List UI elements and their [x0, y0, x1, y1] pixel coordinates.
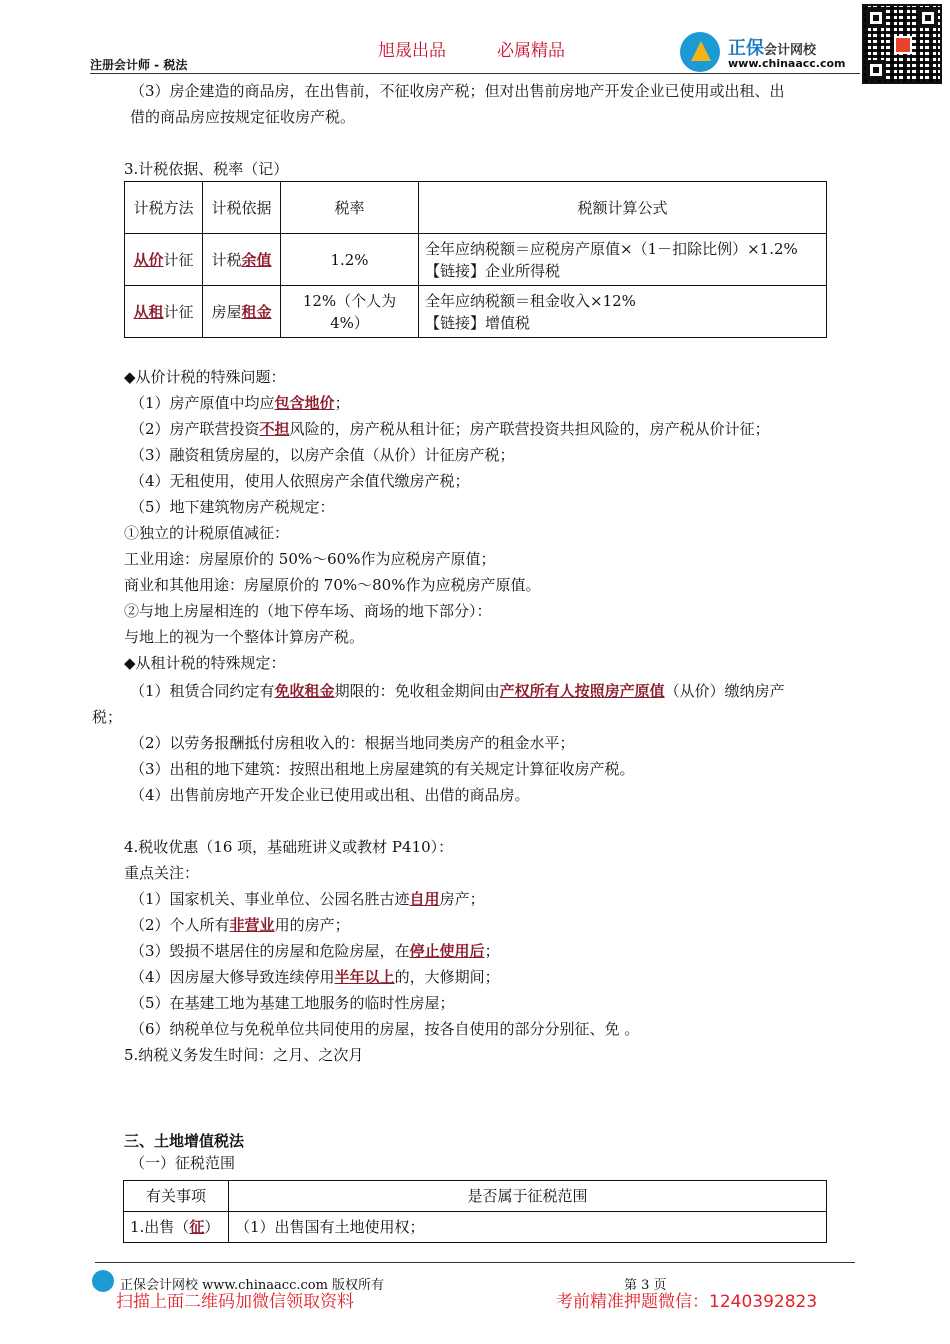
method-cell: 从价计征: [125, 234, 203, 286]
table-header-row: [125, 182, 827, 234]
header-cell: 有关事项: [124, 1181, 229, 1212]
list-item: （4）出售前房地产开发企业已使用或出租、出借的商品房。: [130, 786, 530, 804]
list-item: （6）纳税单位与免税单位共同使用的房屋，按各自使用的部分分别征、免 。: [130, 1020, 640, 1038]
section-subtitle: （一）征税范围: [130, 1154, 236, 1172]
table-header-row: [124, 1181, 827, 1212]
list-item: 商业和其他用途：房屋原价的 70%～80%作为应税房产原值。: [124, 576, 541, 594]
promo-scan-qr: 扫描上面二维码加微信领取资料: [116, 1292, 354, 1312]
list-item: 工业用途：房屋原价的 50%～60%作为应税房产原值；: [124, 550, 496, 568]
intro-line-1: （3）房企建造的商品房，在出售前，不征收房产税；但对出售前房地产开发企业已使用或出租、出: [130, 82, 785, 100]
list-item: ②与地上房屋相连的（地下停车场、商场的地下部分）：: [124, 602, 492, 620]
logo-url: www.chinaacc.com: [728, 57, 846, 70]
ad-valorem-heading: ◆从价计税的特殊问题：: [124, 368, 286, 386]
intro-line-2: 借的商品房应按规定征收房产税。: [130, 108, 356, 126]
logo-brand: 正保会计网校: [728, 38, 817, 59]
list-item: （3）出租的地下建筑：按照出租地上房屋建筑的有关规定计算征收房产税。: [130, 760, 635, 778]
list-item: （2）房产联营投资不担风险的，房产税从租计征；房产联营投资共担风险的，房产税从价计征；: [130, 420, 770, 438]
list-item: （2）个人所有非营业用的房产；: [130, 916, 350, 934]
list-item-wrap: 税；: [92, 708, 123, 726]
list-item: （2）以劳务报酬抵付房租收入的：根据当地同类房产的租金水平；: [130, 734, 575, 752]
basis-heading: 3.计税依据、税率（记）: [124, 160, 289, 178]
rate-cell: 12%（个人为 4%）: [281, 286, 419, 338]
list-item: （4）无租使用，使用人依照房产余值代缴房产税；: [130, 472, 470, 490]
header-divider: [90, 73, 860, 74]
footer-divider: [95, 1262, 855, 1263]
rent-based-heading: ◆从租计税的特殊规定：: [124, 654, 286, 672]
footer-copyright: 正保会计网校 www.chinaacc.com 版权所有: [120, 1278, 385, 1293]
list-item: （4）因房屋大修导致连续停用半年以上的，大修期间；: [130, 968, 500, 986]
table-row: [125, 286, 827, 338]
land-tax-scope-table: [123, 1180, 827, 1243]
logo-mark-icon: [680, 32, 720, 72]
list-item: （1）租赁合同约定有免收租金期限的：免收租金期间由产权所有人按照房产原值（从价）缴纳房产: [130, 682, 785, 700]
header-cell: 税率: [281, 182, 419, 234]
chinaacc-logo: [680, 32, 855, 74]
list-item: （1）房产原值中均应包含地价；: [130, 394, 350, 412]
header-cell: 是否属于征税范围: [229, 1181, 827, 1212]
header-cell: 计税依据: [203, 182, 281, 234]
basis-cell: 房屋租金: [203, 286, 281, 338]
qr-code-icon: [862, 4, 942, 84]
focus-label: 重点关注：: [124, 864, 200, 882]
tax-basis-table: [124, 181, 827, 338]
incentives-heading: 4.税收优惠（16 项，基础班讲义或教材 P410）：: [124, 838, 454, 856]
list-item: ①独立的计税原值减征：: [124, 524, 290, 542]
table-row: [124, 1212, 827, 1243]
value-cell: （1）出售国有土地使用权；: [229, 1212, 827, 1243]
formula-cell: 全年应纳税额＝应税房产原值×（1－扣除比例）×1.2% 【链接】企业所得税: [419, 234, 827, 286]
promo-wechat: 考前精准押题微信：1240392823: [556, 1292, 818, 1312]
list-item: （3）融资租赁房屋的，以房产余值（从价）计征房产税；: [130, 446, 515, 464]
section-title: 三、土地增值税法: [124, 1132, 245, 1150]
header-slogan-right: 必属精品: [497, 41, 565, 61]
basis-cell: 计税余值: [203, 234, 281, 286]
list-item: （1）国家机关、事业单位、公园名胜古迹自用房产；: [130, 890, 485, 908]
formula-cell: 全年应纳税额＝租金收入×12% 【链接】增值税: [419, 286, 827, 338]
tax-time-line: 5.纳税义务发生时间：之月、之次月: [124, 1046, 364, 1064]
header-slogan-left: 旭晟出品: [378, 41, 446, 61]
method-cell: 从租计征: [125, 286, 203, 338]
item-cell: 1.出售（征）: [124, 1212, 229, 1243]
header-subject: 注册会计师 - 税法: [90, 58, 188, 72]
list-item: （3）毁损不堪居住的房屋和危险房屋，在停止使用后；: [130, 942, 500, 960]
rate-cell: 1.2%: [281, 234, 419, 286]
list-item: （5）在基建工地为基建工地服务的临时性房屋；: [130, 994, 455, 1012]
header-cell: 计税方法: [125, 182, 203, 234]
list-item: 与地上的视为一个整体计算房产税。: [124, 628, 365, 646]
footer-logo-icon: [92, 1270, 114, 1292]
page-number: 第 3 页: [624, 1278, 667, 1293]
list-item: （5）地下建筑物房产税规定：: [130, 498, 335, 516]
table-row: [125, 234, 827, 286]
header-cell: 税额计算公式: [419, 182, 827, 234]
